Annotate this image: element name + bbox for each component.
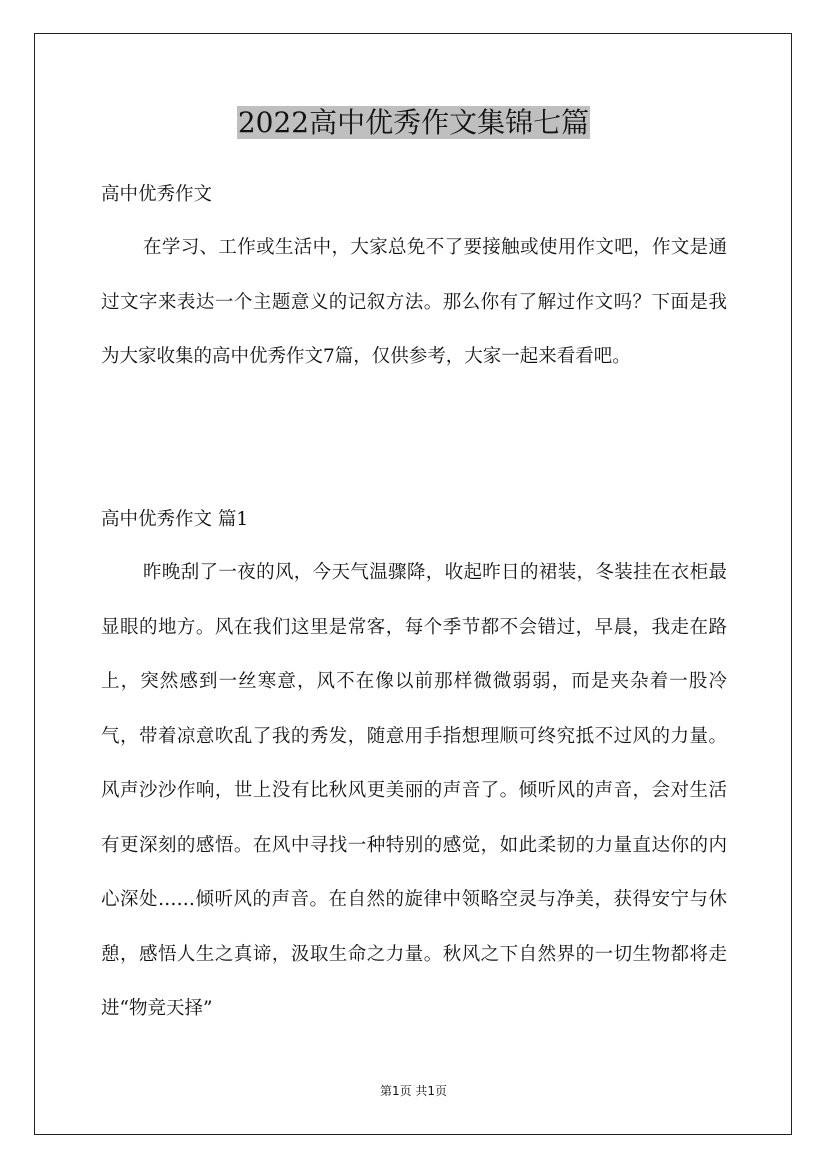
- document-title: [0, 100, 827, 146]
- page-number-footer: 第1页 共1页: [379, 1084, 448, 1098]
- section-1-heading: 高中优秀作文 篇1: [101, 509, 249, 530]
- intro-paragraph: 在学习、工作或生活中，大家总免不了要接触或使用作文吧，作文是通过文字来表达一个主题意义的记叙方法。那么你有了解过作文吗？下面是我为大家收集的高中优秀作文7篇，仅供参考，大家一起来看看吧。: [101, 237, 727, 367]
- document-title-text: 2022高中优秀作文集锦七篇: [237, 106, 590, 139]
- intro-heading: 高中优秀作文: [101, 184, 213, 205]
- section-1-paragraph: 昨晚刮了一夜的风，今天气温骤降，收起昨日的裙装，冬装挂在衣柜最显眼的地方。风在我们这里是常客，每个季节都不会错过，早晨，我走在路上，突然感到一丝寒意，风不在像以前那样微微弱弱，而是夹杂着一股冷气，带着凉意吹乱了我的秀发，随意用手指想理顺可终究抵不过风的力量。风声沙沙作响，世上没有比秋风更美丽的声音了。倾听风的声音，会对生活有更深刻的感悟。在风中寻找一种特别的感觉，如此柔韧的力量直达你的内心深处……倾听风的声音。在自然的旋律中领略空灵与净美，获得安宁与休憩，感悟人生之真谛，汲取生命之力量。秋风之下自然界的一切生物都将走进“物竞天择”: [101, 562, 727, 1019]
